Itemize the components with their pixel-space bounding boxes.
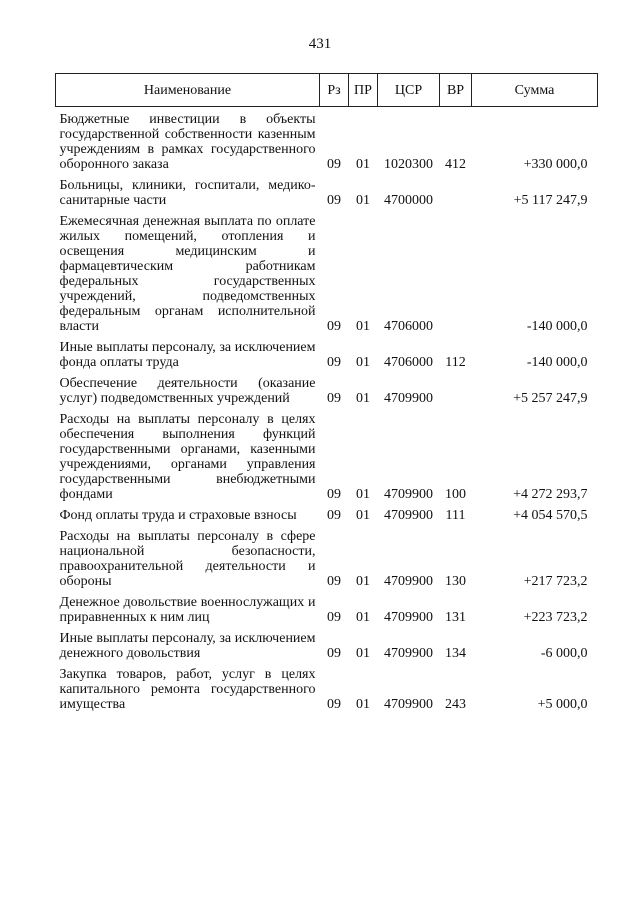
header-vr: ВР xyxy=(440,74,472,107)
row-rz: 09 xyxy=(327,193,341,208)
table-row xyxy=(56,208,598,334)
row-rz: 09 xyxy=(327,508,341,523)
row-rz: 09 xyxy=(327,157,341,172)
row-pr: 01 xyxy=(356,319,370,334)
table-row xyxy=(56,107,598,173)
row-pr: 01 xyxy=(356,646,370,661)
row-name: Бюджетные инвестиции в объекты государственной собственности казенным учреждениям в рамках государственного оборонного заказа xyxy=(59,112,316,172)
row-csr: 4709900 xyxy=(384,508,433,523)
row-pr: 01 xyxy=(356,508,370,523)
page-number: 431 xyxy=(308,36,332,52)
row-rz: 09 xyxy=(327,355,341,370)
table-row xyxy=(56,370,598,406)
row-name: Ежемесячная денежная выплата по оплате жилых помещений, отопления и освещения медицинским и фармацевтическим работникам федеральных государственных учреждений, подведомственных федеральным органам исполнительной власти xyxy=(59,214,316,334)
row-sum: +4 272 293,7 xyxy=(513,487,588,502)
row-pr: 01 xyxy=(356,487,370,502)
row-vr: 134 xyxy=(445,646,466,661)
row-sum: -6 000,0 xyxy=(540,646,588,661)
row-pr: 01 xyxy=(356,697,370,712)
row-vr xyxy=(440,370,472,406)
row-vr xyxy=(440,172,472,208)
row-rz: 09 xyxy=(327,697,341,712)
row-csr: 4709900 xyxy=(384,574,433,589)
row-name: Расходы на выплаты персоналу в целях обеспечения выполнения функций государственными органами, казенными учреждениями, органами управления государственными внебюджетными фондами xyxy=(59,412,316,502)
table-row xyxy=(56,172,598,208)
row-pr: 01 xyxy=(356,574,370,589)
row-csr: 4706000 xyxy=(384,355,433,370)
table-row xyxy=(56,334,598,370)
row-csr: 4706000 xyxy=(384,319,433,334)
row-pr: 01 xyxy=(356,193,370,208)
row-csr: 4709900 xyxy=(384,646,433,661)
row-name: Иные выплаты персоналу, за исключением денежного довольствия xyxy=(59,631,316,661)
row-vr: 243 xyxy=(445,697,466,712)
row-csr: 4709900 xyxy=(384,391,433,406)
row-rz: 09 xyxy=(327,646,341,661)
header-csr: ЦСР xyxy=(378,74,440,107)
row-rz: 09 xyxy=(327,319,341,334)
table-row xyxy=(56,406,598,502)
table-body xyxy=(56,107,598,713)
table-row xyxy=(56,502,598,523)
row-name: Закупка товаров, работ, услуг в целях капитального ремонта государственного имущества xyxy=(59,667,316,712)
row-sum: +330 000,0 xyxy=(523,157,588,172)
row-sum: -140 000,0 xyxy=(526,319,588,334)
row-sum: +5 000,0 xyxy=(537,697,588,712)
row-vr xyxy=(440,208,472,334)
header-pr: ПР xyxy=(349,74,378,107)
row-vr: 412 xyxy=(445,157,466,172)
row-rz: 09 xyxy=(327,610,341,625)
row-vr: 130 xyxy=(445,574,466,589)
header-name: Наименование xyxy=(56,74,320,107)
row-name: Денежное довольствие военнослужащих и приравненных к ним лиц xyxy=(59,595,316,625)
table-row xyxy=(56,625,598,661)
row-vr: 112 xyxy=(445,355,466,370)
table-row xyxy=(56,523,598,589)
row-csr: 4700000 xyxy=(384,193,433,208)
row-name: Иные выплаты персоналу, за исключением фонда оплаты труда xyxy=(59,340,316,370)
table-row xyxy=(56,661,598,712)
row-rz: 09 xyxy=(327,574,341,589)
row-name: Расходы на выплаты персоналу в сфере национальной безопасности, правоохранительной деятельности и обороны xyxy=(59,529,316,589)
row-sum: +5 117 247,9 xyxy=(513,193,588,208)
row-csr: 4709900 xyxy=(384,697,433,712)
row-sum: +217 723,2 xyxy=(523,574,588,589)
row-vr: 111 xyxy=(445,508,466,523)
row-name: Фонд оплаты труда и страховые взносы xyxy=(59,508,297,523)
table-row xyxy=(56,589,598,625)
row-pr: 01 xyxy=(356,355,370,370)
row-csr: 1020300 xyxy=(384,157,433,172)
row-sum: +4 054 570,5 xyxy=(513,508,588,523)
row-vr: 131 xyxy=(445,610,466,625)
row-sum: -140 000,0 xyxy=(526,355,588,370)
row-vr: 100 xyxy=(445,487,466,502)
row-csr: 4709900 xyxy=(384,610,433,625)
row-rz: 09 xyxy=(327,391,341,406)
row-pr: 01 xyxy=(356,157,370,172)
header-sum: Сумма xyxy=(472,74,598,107)
table-header xyxy=(56,74,598,107)
row-sum: +5 257 247,9 xyxy=(513,391,588,406)
row-pr: 01 xyxy=(356,610,370,625)
budget-table xyxy=(55,73,598,712)
row-rz: 09 xyxy=(327,487,341,502)
row-name: Больницы, клиники, госпитали, медико-санитарные части xyxy=(59,178,316,208)
row-name: Обеспечение деятельности (оказание услуг) подведомственных учреждений xyxy=(59,376,316,406)
row-sum: +223 723,2 xyxy=(523,610,588,625)
row-csr: 4709900 xyxy=(384,487,433,502)
row-pr: 01 xyxy=(356,391,370,406)
header-rz: Рз xyxy=(320,74,349,107)
